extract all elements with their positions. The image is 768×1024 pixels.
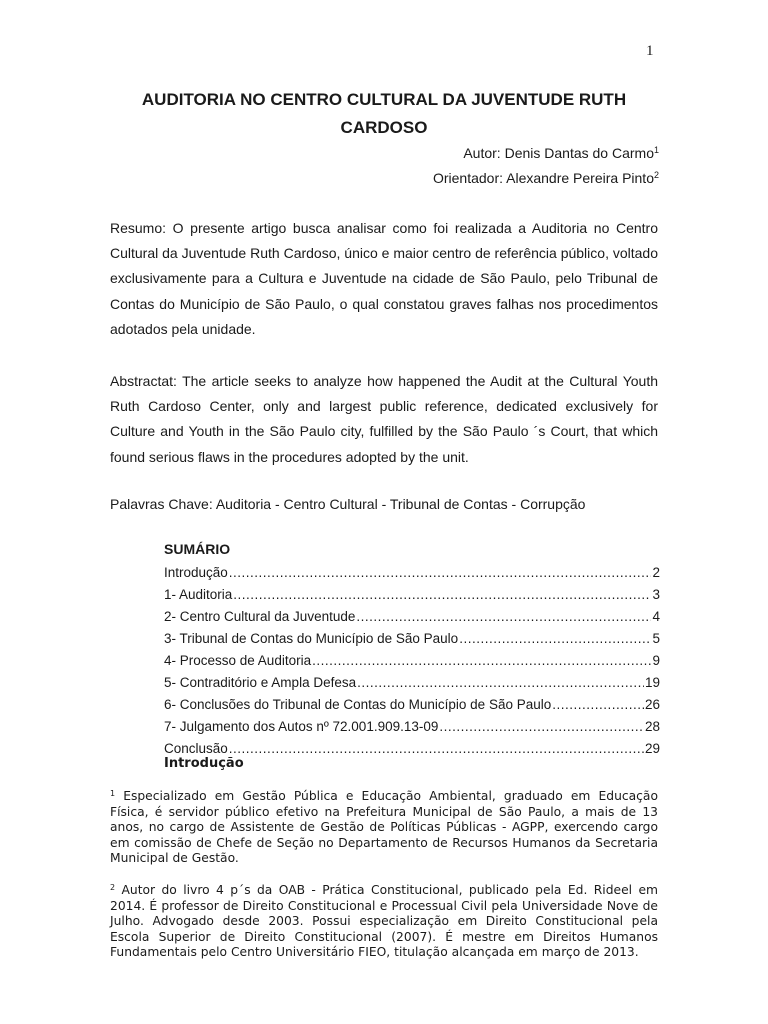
toc-item (164, 672, 660, 694)
author-label: Autor: Denis Dantas do Carmo (463, 145, 654, 161)
toc-item-label: Conclusão (164, 741, 228, 756)
toc-item (164, 716, 660, 738)
toc-item-label: 4- Processo de Auditoria (164, 653, 312, 668)
toc-item (164, 694, 660, 716)
toc-item (164, 628, 660, 650)
toc-leader (439, 716, 644, 738)
toc-item-page: 4 (652, 609, 660, 624)
toc-item-label: Introdução (164, 565, 228, 580)
advisor-footnote-mark: 2 (653, 170, 659, 180)
resumo-paragraph: Resumo: O presente artigo busca analisar como foi realizada a Auditoria no Centro Cultural da Juventude Ruth Cardoso, único e maior centro de referência público, voltado exclusivamente para a Cultura e Juventude na cidade de São Paulo, pelo Tribunal de Contas do Município de São Paulo, o qual constatou graves falhas nos procedimentos adotados pela unidade. (110, 220, 658, 337)
toc-leader (229, 738, 644, 760)
keywords-line: Palavras Chave: Auditoria - Centro Cultural - Tribunal de Contas - Corrupção (110, 496, 586, 512)
table-of-contents (164, 538, 660, 760)
toc-leader (552, 694, 644, 716)
footnote-mark: 2 (110, 883, 116, 892)
toc-leader (229, 562, 652, 584)
toc-item-page: 26 (644, 697, 660, 712)
toc-item-label: 6- Conclusões do Tribunal de Contas do Município de São Paulo (164, 697, 552, 712)
toc-item-page: 2 (652, 565, 660, 580)
footnote-2 (110, 880, 658, 961)
author-line (463, 145, 659, 161)
footnote-1 (110, 786, 658, 867)
footnote-text: Especializado em Gestão Pública e Educação Ambiental, graduado em Educação Física, é servidor público efetivo na Prefeitura Municipal de São Paulo, a mais de 13 anos, no cargo de Assistente de Gestão de Políticas Públicas - AGPP, exercendo cargo em comissão de Chefe de Seção no Departamento de Recursos Humanos da Secretaria Municipal de Gestão. (110, 789, 658, 866)
page-number: 1 (646, 43, 654, 59)
author-footnote-mark: 1 (653, 145, 659, 155)
toc-item-label: 5- Contraditório e Ampla Defesa (164, 675, 357, 690)
footnote-text: Autor do livro 4 p´s da OAB - Prática Constitucional, publicado pela Ed. Rideel em 2014. É professor de Direito Constitucional e Processual Civil pela Universidade Nove de Julho. Advogado desde 2003. Possui especialização em Direito Constitucional pela Escola Superior de Direito Constitucional (2007). É mestre em Direitos Humanos Fundamentais pelo Centro Universitário FIEO, titulação alcançada em março de 2013. (110, 883, 658, 960)
toc-item-label: 3- Tribunal de Contas do Município de São Paulo (164, 631, 459, 646)
toc-item-page: 19 (644, 675, 660, 690)
toc-item-page: 3 (652, 587, 660, 602)
toc-item (164, 562, 660, 584)
toc-leader (233, 584, 651, 606)
toc-heading: SUMÁRIO (164, 541, 231, 557)
toc-item-page: 9 (652, 653, 660, 668)
toc-leader (356, 606, 651, 628)
toc-item-label: 1- Auditoria (164, 587, 233, 602)
toc-item (164, 584, 660, 606)
document-title: AUDITORIA NO CENTRO CULTURAL DA JUVENTUDE RUTH CARDOSO (141, 90, 627, 137)
advisor-line (433, 170, 659, 186)
footnote-mark: 1 (110, 789, 116, 798)
toc-item (164, 650, 660, 672)
advisor-label: Orientador: Alexandre Pereira Pinto (432, 170, 654, 186)
toc-item-page: 28 (644, 719, 660, 734)
toc-item-page: 5 (652, 631, 660, 646)
toc-leader (312, 650, 651, 672)
toc-leader (459, 628, 651, 650)
introduction-heading: Introdução (164, 756, 244, 771)
toc-leader (357, 672, 644, 694)
abstract-paragraph: Abstractat: The article seeks to analyze how happened the Audit at the Cultural Youth Ruth Cardoso Center, only and largest public reference, dedicated exclusively for Culture and Youth in the São Paulo city, fulfilled by the São Paulo ´s Court, that which found serious flaws in the procedures adopted by the unit. (110, 373, 658, 465)
toc-item-page: 29 (644, 741, 660, 756)
toc-item (164, 606, 660, 628)
toc-item-label: 7- Julgamento dos Autos nº 72.001.909.13-09 (164, 719, 439, 734)
toc-item-label: 2- Centro Cultural da Juventude (164, 609, 356, 624)
